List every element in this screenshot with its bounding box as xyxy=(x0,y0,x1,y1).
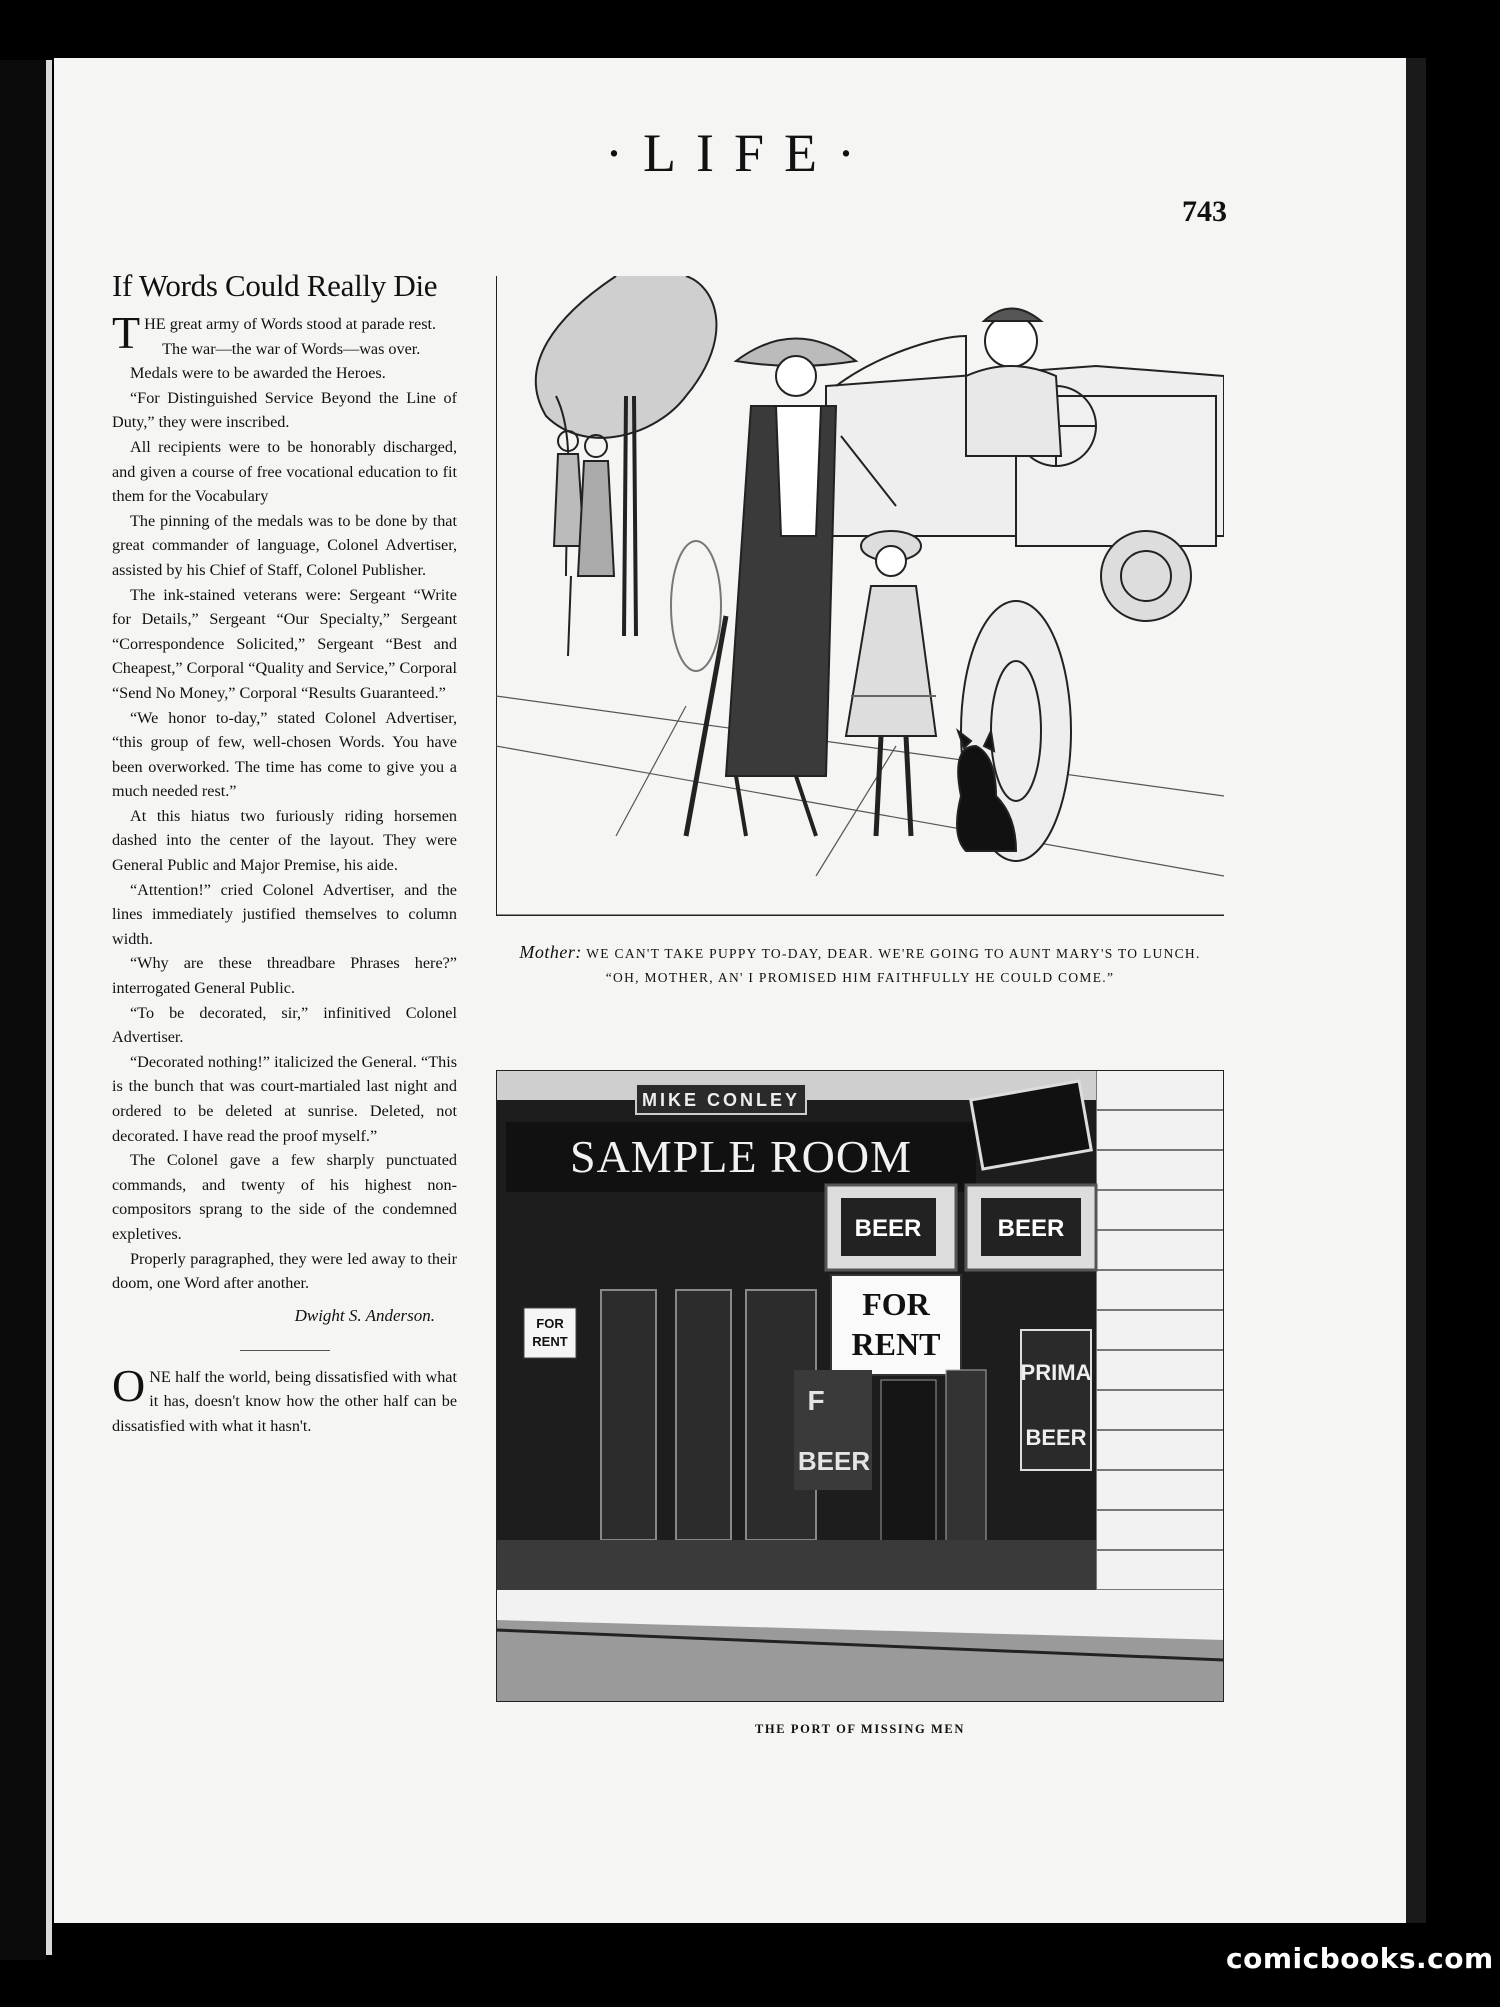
article-paragraph: “We honor to-day,” stated Colonel Advertiser, “this group of few, well-chosen Words. You have been overworked. The time has come to give you a much needed rest.” xyxy=(112,708,457,801)
article-byline: Dwight S. Anderson. xyxy=(294,1305,435,1325)
article-paragraph: At this hiatus two furiously riding horsemen dashed into the center of the layout. They were General Public and Major Premise, his aide. xyxy=(112,806,457,875)
filler-paragraph xyxy=(112,1359,457,1439)
divider-rule xyxy=(240,1350,330,1351)
article-paragraph: “Why are these threadbare Phrases here?” interrogated General Public. xyxy=(112,954,457,998)
sign-prima: PRIMA xyxy=(1020,1360,1092,1385)
left-page-edge xyxy=(0,60,46,1960)
lead-text: HE great army of Words stood at parade rest. xyxy=(144,315,437,333)
article-paragraph: The Colonel gave a few sharply punctuated commands, and twenty of his highest non-compositors sprang to the side of the condemned expletives. xyxy=(112,1151,457,1243)
filler-text: NE half the world, being dissatisfied with what it has, doesn't know how the other half can be dissatisfied with what it hasn't. xyxy=(112,1367,457,1435)
sign-prima-beer: BEER xyxy=(1025,1425,1087,1450)
article-paragraph: “Decorated nothing!” italicized the General. “This is the bunch that was court-martialed last night and ordered to be deleted at sunrise. Deleted, not decorated. I have read the proof myself.” xyxy=(112,1052,457,1145)
masthead: ·LIFE· xyxy=(605,123,875,183)
sign-main: SAMPLE ROOM xyxy=(569,1131,913,1182)
article-paragraph: The pinning of the medals was to be done by that great commander of language, Colonel Advertiser, assisted by his Chief of Staff, Colonel Publisher. xyxy=(112,511,457,579)
article-paragraph: All recipients were to be honorably discharged, and given a course of free vocational education to fit them for the Vocabulary xyxy=(112,437,457,506)
article-column xyxy=(112,268,457,1439)
sign-for: FOR xyxy=(862,1286,930,1322)
sign-name: MIKE CONLEY xyxy=(641,1090,801,1110)
caption-speaker: Mother: xyxy=(519,942,582,962)
sign-small-rent: RENT xyxy=(532,1334,568,1349)
sign-small-for: FOR xyxy=(536,1316,564,1331)
article-paragraph: The ink-stained veterans were: Sergeant “Write for Details,” Sergeant “Our Specialty,” Sergeant “Correspondence Solicited,” Sergeant “Best and Cheapest,” Corporal “Quality and Service,” Corporal “Send No Money,” Corporal “Results Guaranteed.” xyxy=(112,585,457,702)
watermark: comicbooks.com xyxy=(1226,1942,1494,1975)
caption-line1: WE CAN'T TAKE PUPPY TO-DAY, DEAR. WE'RE GOING TO AUNT MARY'S TO LUNCH. xyxy=(586,946,1201,961)
article-paragraph: “For Distinguished Service Beyond the Line of Duty,” they were inscribed. xyxy=(112,388,457,432)
drop-cap: O xyxy=(112,1359,146,1411)
cartoon-illustration-mother-daughter-car xyxy=(496,276,1224,916)
left-page-strip xyxy=(46,60,52,1955)
article-paragraph: “To be decorated, sir,” infinitived Colonel Advertiser. xyxy=(112,1003,457,1047)
cartoon1-caption xyxy=(510,940,1210,990)
page-number: 743 xyxy=(1182,195,1227,228)
window-f: F xyxy=(807,1385,825,1416)
saloon-storefront-illustration xyxy=(496,1070,1224,1702)
article-paragraph: Properly paragraphed, they were led away to their doom, one Word after another. xyxy=(112,1249,457,1293)
article-paragraph: “Attention!” cried Colonel Advertiser, and the lines immediately justified themselves to column width. xyxy=(112,880,457,948)
caption-line2: “OH, MOTHER, AN' I PROMISED HIM FAITHFULLY HE COULD COME.” xyxy=(605,970,1115,985)
article-paragraph: The war—the war of Words—was over. xyxy=(162,339,421,358)
right-page-edge xyxy=(1406,58,1426,1923)
cartoon2-caption: THE PORT OF MISSING MEN xyxy=(755,1722,965,1736)
sign-rent: RENT xyxy=(851,1326,941,1362)
sign-beer-right: BEER xyxy=(997,1215,1065,1242)
window-beer: BEER xyxy=(797,1446,871,1476)
article-headline: If Words Could Really Die xyxy=(112,268,438,303)
sign-beer-left: BEER xyxy=(854,1215,922,1242)
drop-cap: T xyxy=(112,307,141,358)
article-paragraph: Medals were to be awarded the Heroes. xyxy=(130,364,386,383)
